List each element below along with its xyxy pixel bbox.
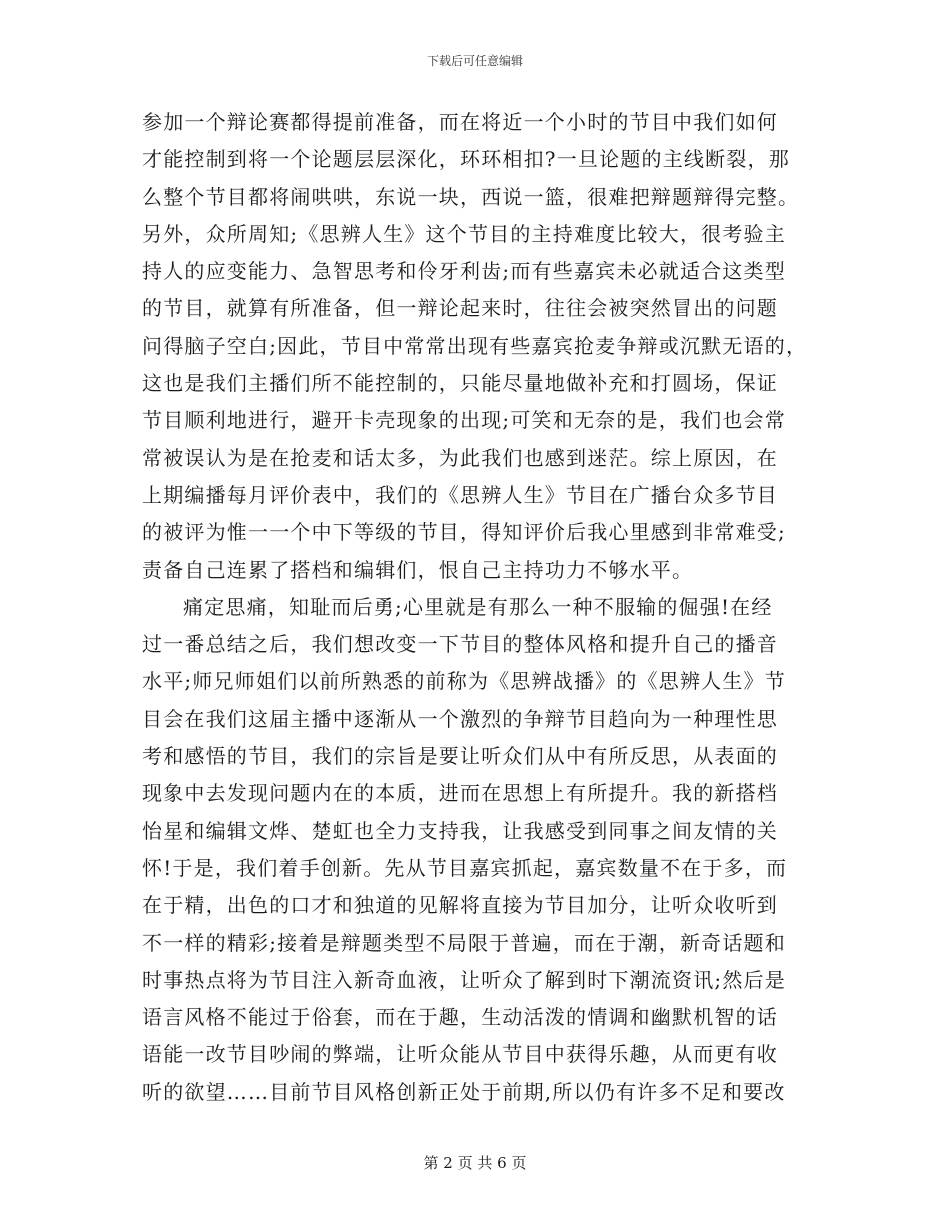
text-line: 在于精，出色的口才和独道的见解将直接为节目加分，让听众收听到	[142, 893, 778, 918]
text-line: 问得脑子空白;因此，节目中常常出现有些嘉宾抢麦争辩或沉默无语的，	[142, 333, 808, 358]
text-line: 目会在我们这届主播中逐渐从一个激烈的争辩节目趋向为一种理性思	[142, 706, 778, 731]
paragraph-start-line: 痛定思痛，知耻而后勇;心里就是有那么一种不服输的倔强!在经	[183, 594, 773, 619]
text-line: 考和感悟的节目，我们的宗旨是要让听众们从中有所反思，从表面的	[142, 744, 778, 769]
text-line: 不一样的精彩;接着是辩题类型不局限于普遍，而在于潮，新奇话题和	[142, 930, 786, 955]
text-line: 持人的应变能力、急智思考和伶牙利齿;而有些嘉宾未必就适合这类型	[142, 259, 786, 284]
text-line: 的节目，就算有所准备，但一辩论起来时，往往会被突然冒出的问题	[142, 296, 778, 321]
text-line: 这也是我们主播们所不能控制的，只能尽量地做补充和打圆场，保证	[142, 371, 778, 396]
text-line: 语言风格不能过于俗套，而在于趣，生动活泼的情调和幽默机智的话	[142, 1005, 778, 1030]
text-line: 才能控制到将一个论题层层深化，环环相扣?一旦论题的主线断裂，那	[142, 147, 790, 172]
text-line: 水平;师兄师姐们以前所熟悉的前称为《思辨战播》的《思辨人生》节	[142, 669, 786, 694]
text-line: 过一番总结之后，我们想改变一下节目的整体风格和提升自己的播音	[142, 632, 778, 657]
text-line: 么整个节目都将闹哄哄，东说一块，西说一篮，很难把辩题辩得完整。	[142, 184, 800, 209]
text-line: 怡星和编辑文烨、楚虹也全力支持我，让我感受到同事之间友情的关	[142, 818, 778, 843]
text-line: 另外，众所周知;《思辨人生》这个节目的主持难度比较大，很考验主	[142, 221, 786, 246]
text-line: 常被误认为是在抢麦和话太多，为此我们也感到迷茫。综上原因，在	[142, 445, 778, 470]
page-number-footer: 第 2 页 共 6 页	[423, 1154, 527, 1172]
text-line: 参加一个辩论赛都得提前准备，而在将近一个小时的节目中我们如何	[142, 110, 778, 134]
text-line: 节目顺利地进行，避开卡壳现象的出现;可笑和无奈的是，我们也会常	[142, 408, 786, 433]
text-line: 听的欲望……目前节目风格创新正处于前期,所以仍有许多不足和要改	[142, 1079, 786, 1104]
text-line: 现象中去发现问题内在的本质，进而在思想上有所提升。我的新搭档	[142, 781, 778, 806]
text-line: 上期编播每月评价表中，我们的《思辨人生》节目在广播台众多节目	[142, 482, 778, 507]
text-line: 怀!于是，我们着手创新。先从节目嘉宾抓起，嘉宾数量不在于多，而	[142, 855, 788, 880]
text-line: 时事热点将为节目注入新奇血液，让听众了解到时下潮流资讯;然后是	[142, 967, 786, 992]
document-body	[142, 104, 822, 1111]
page-header: 下载后可任意编辑	[426, 54, 523, 68]
text-line: 的被评为惟一一个中下等级的节目，得知评价后我心里感到非常难受;	[142, 520, 786, 545]
text-line: 责备自己连累了搭档和编辑们，恨自己主持功力不够水平。	[142, 557, 694, 582]
text-line: 语能一改节目吵闹的弊端，让听众能从节目中获得乐趣，从而更有收	[142, 1042, 778, 1067]
